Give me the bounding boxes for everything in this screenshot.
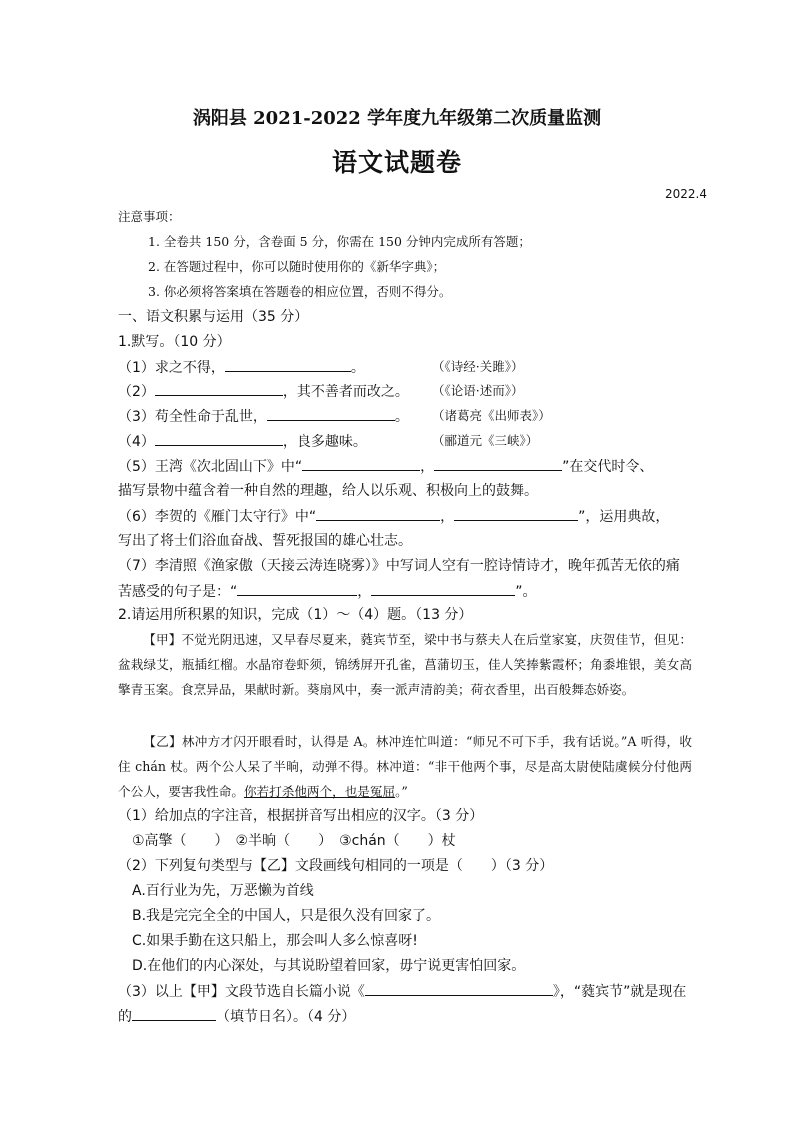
answer-blank[interactable] [316, 506, 440, 521]
passage-yi: 【乙】林冲方才闪开眼看时，认得是 A。林冲连忙叫道：“师兄不可下手，我有话说。”A 听得，收住 chán 杖。两个公人呆了半晌，动弹不得。林冲道：“非干他两个事，尽是高太尉使陆虞候分付他两个公人，要害我性命。你若打杀他两个，也是冤屈。” [118, 734, 692, 799]
q1-item-2: （2） ，其不善者而改之。 [118, 381, 409, 402]
passage-jia: 【甲】不觉光阴迅速，又早春尽夏来，蕤宾节至，梁中书与蔡夫人在后堂家宴，庆贺佳节，但见：盆栽绿艾，瓶插红榴。水晶帘卷虾须，锦绣屏开孔雀，菖蒲切玉，佳人笑捧紫霞杯；角黍堆银，美女高擎青玉案。食烹异品，果献时新。葵扇风中，奏一派声清韵美；荷衣香里，出百般舞态娇姿。 [118, 632, 692, 697]
q1-item-1: （1）求之不得， 。 [118, 357, 365, 378]
option-d: D.在他们的内心深处，与其说盼望着回家，毋宁说更害怕回家。 [132, 958, 526, 974]
q1-item-7-cont: 苦感受的句子是：“ ， ”。 [118, 581, 537, 602]
answer-blank[interactable] [155, 381, 283, 396]
option-c: C.如果手勤在这只船上，那会叫人多么惊喜呀! [132, 933, 418, 949]
q1-item-5: （5）王湾《次北固山下》中“ ， ”在交代时令、 [118, 456, 653, 477]
answer-blank[interactable] [237, 581, 357, 596]
q2-sub-3-cont: 的 （填节日名）。（4 分） [118, 1006, 355, 1027]
q1-item-6-cont: 写出了将士们浴血奋战、誓死报国的雄心壮志。 [118, 533, 412, 549]
exam-subtitle: 语文试题卷 [331, 148, 462, 177]
q2-sub-1-options: ①高擎（ ） ②半晌（ ） ③chán（ ）杖 [132, 833, 456, 849]
q2-sub-1: （1）给加点的字注音，根据拼音写出相应的汉字。（3 分） [118, 808, 484, 824]
option-b: B.我是完完全全的中国人，只是很久没有回家了。 [132, 908, 441, 924]
exam-date: 2022.4 [665, 187, 707, 201]
question-2-heading: 2.请运用所积累的知识，完成（1）～（4）题。（13 分） [118, 607, 473, 623]
exam-title: 涡阳县 2021-2022 学年度九年级第二次质量监测 [192, 108, 602, 129]
answer-blank[interactable] [371, 581, 515, 596]
question-1-heading: 1.默写。（10 分） [118, 334, 231, 350]
note-item: 2. 在答题过程中，你可以随时使用你的《新华字典》； [148, 259, 446, 274]
note-item: 3. 你必须将答案填在答题卷的相应位置，否则不得分。 [148, 284, 452, 299]
section-heading: 一、语文积累与运用（35 分） [118, 309, 309, 325]
q1-item-5-cont: 描写景物中蕴含着一种自然的理趣，给人以乐观、积极向上的鼓舞。 [118, 483, 538, 499]
q2-sub-3: （3）以上【甲】文段节选自长篇小说《 》，“蕤宾节”就是现在 [118, 981, 686, 1002]
q2-sub-2: （2）下列复句类型与【乙】文段画线句相同的一项是（ ）（3 分） [118, 858, 554, 874]
underlined-sentence: 你若打杀他两个，也是冤屈 [243, 784, 396, 799]
note-item: 1. 全卷共 150 分，含卷面 5 分，你需在 150 分钟内完成所有答题； [148, 234, 531, 249]
q1-source-3: （诸葛亮《出师表》） [432, 408, 551, 423]
answer-blank[interactable] [132, 1006, 216, 1021]
answer-blank[interactable] [302, 456, 420, 471]
q1-source-1: （《诗经·关雎》） [432, 359, 524, 374]
q1-source-2: （《论语·述而》） [432, 383, 524, 398]
answer-blank[interactable] [434, 456, 562, 471]
answer-blank[interactable] [365, 981, 553, 996]
q1-source-4: （郦道元《三峡》） [432, 433, 539, 448]
answer-blank[interactable] [155, 431, 283, 446]
q1-item-3: （3）苟全性命于乱世， 。 [118, 406, 409, 427]
answer-blank[interactable] [454, 506, 578, 521]
q1-item-6: （6）李贺的《雁门太守行》中“ ， ”，运用典故， [118, 506, 669, 527]
answer-blank[interactable] [225, 357, 351, 372]
answer-blank[interactable] [267, 406, 395, 421]
q1-item-7: （7）李清照《渔家傲（天接云涛连晓雾）》中写词人空有一腔诗情诗才，晚年孤苦无依的痛 [118, 558, 680, 574]
q1-item-4: （4） ，良多趣味。 [118, 431, 367, 452]
option-a: A.百行业为先，万恶懒为首线 [132, 883, 314, 899]
notes-heading: 注意事项： [118, 209, 181, 224]
